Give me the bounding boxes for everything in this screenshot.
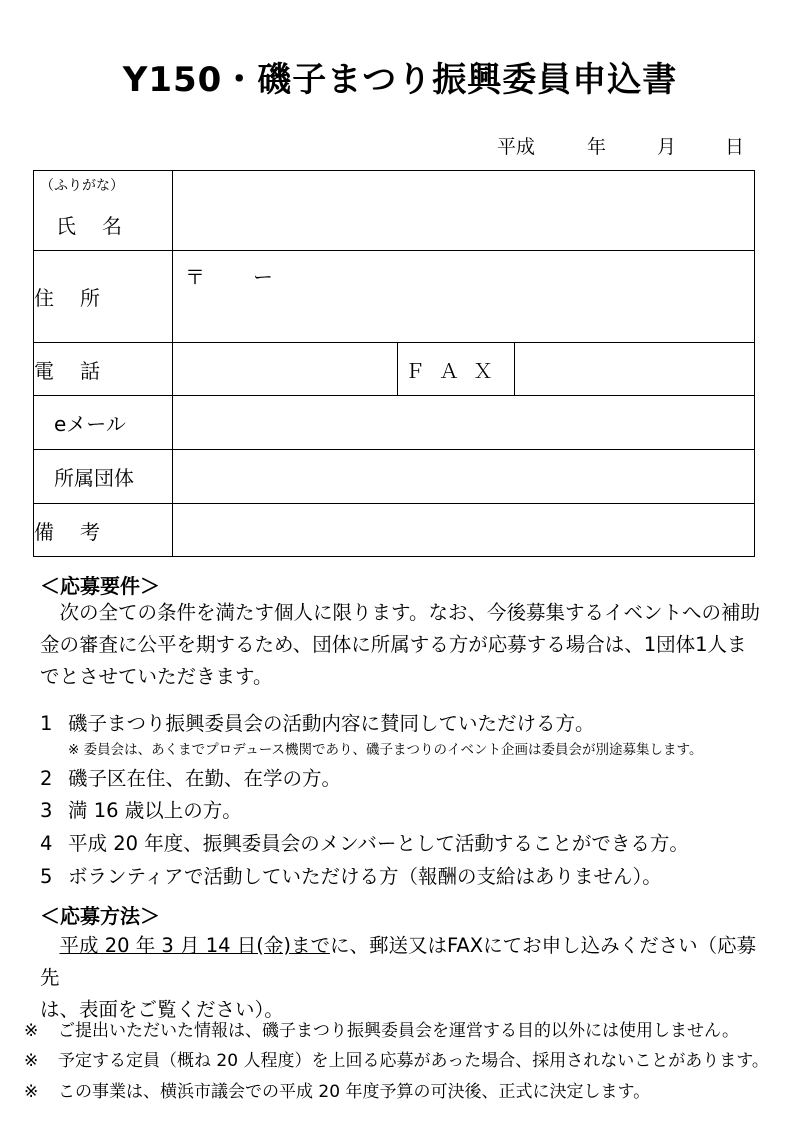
method-heading: ＜応募方法＞	[40, 904, 160, 928]
email-field[interactable]	[173, 396, 755, 450]
name-field[interactable]	[173, 171, 755, 251]
deadline-text: 平成 20 年 3 月 14 日(金)まで	[59, 934, 330, 957]
organization-label: 所属団体	[34, 450, 173, 504]
name-label-cell	[34, 171, 173, 251]
date-month-field[interactable]: 月	[656, 136, 676, 158]
requirements-heading: ＜応募要件＞	[40, 574, 160, 598]
footnote-1: ※ ご提出いただいた情報は、磯子まつり振興委員会を運営する目的以外には使用しません。	[24, 1021, 740, 1041]
postal-mark: 〒	[185, 265, 205, 289]
phone-field[interactable]	[173, 343, 398, 396]
date-year-field[interactable]: 年	[586, 136, 606, 158]
address-field[interactable]	[173, 251, 755, 343]
remarks-label: 備考	[34, 504, 173, 557]
fax-label: ＦＡＸ	[398, 343, 515, 396]
date-line	[497, 132, 744, 159]
requirement-item-4: 4 平成 20 年度、振興委員会のメンバーとして活動することができる方。	[40, 832, 689, 855]
date-era: 平成	[496, 136, 535, 158]
requirement-item-3: 3 満 16 歳以上の方。	[40, 799, 242, 822]
date-day-field[interactable]: 日	[724, 136, 744, 158]
intro-line: 金の審査に公平を期するため、団体に所属する方が応募する場合は、1団体1人ま	[40, 633, 747, 656]
organization-field[interactable]	[173, 450, 755, 504]
remarks-field[interactable]	[173, 504, 755, 557]
email-label: eメール	[34, 396, 173, 450]
requirement-item-1-note: ※ 委員会は、あくまでプロデュース機関であり、磯子まつりのイベント企画は委員会が別途募集します。	[68, 742, 703, 758]
intro-line: でとさせていただきます。	[40, 665, 273, 688]
method-text: 平成 20 年 3 月 14 日(金)までに、郵送又はFAXにてお申し込みください（応募先 は、表面をご覧ください）。	[40, 934, 757, 1021]
fax-field[interactable]	[515, 343, 755, 396]
requirement-item-5: 5 ボランティアで活動していただける方（報酬の支給はありません）。	[40, 865, 662, 888]
footnote-2: ※ 予定する定員（概ね 20 人程度）を上回る応募があった場合、採用されないことがあります。	[24, 1051, 769, 1071]
application-form-table	[33, 170, 755, 557]
phone-label: 電話	[34, 343, 173, 396]
requirements-intro	[40, 597, 765, 693]
requirement-item-2: 2 磯子区在住、在勤、在学の方。	[40, 767, 342, 790]
address-label: 住所	[34, 251, 173, 343]
postal-dash: ー	[253, 265, 273, 289]
page-title: Y150・磯子まつり振興委員申込書	[122, 60, 678, 100]
intro-line: 次の全ての条件を満たす個人に限ります。なお、今後募集するイベントへの補助	[40, 601, 760, 624]
requirement-item-1: 1 磯子まつり振興委員会の活動内容に賛同していただける方。	[40, 712, 595, 735]
name-label: 氏名	[56, 214, 148, 238]
furigana-label: （ふりがな）	[40, 178, 124, 194]
footnote-3: ※ この事業は、横浜市議会での平成 20 年度予算の可決後、正式に決定します。	[24, 1082, 651, 1102]
